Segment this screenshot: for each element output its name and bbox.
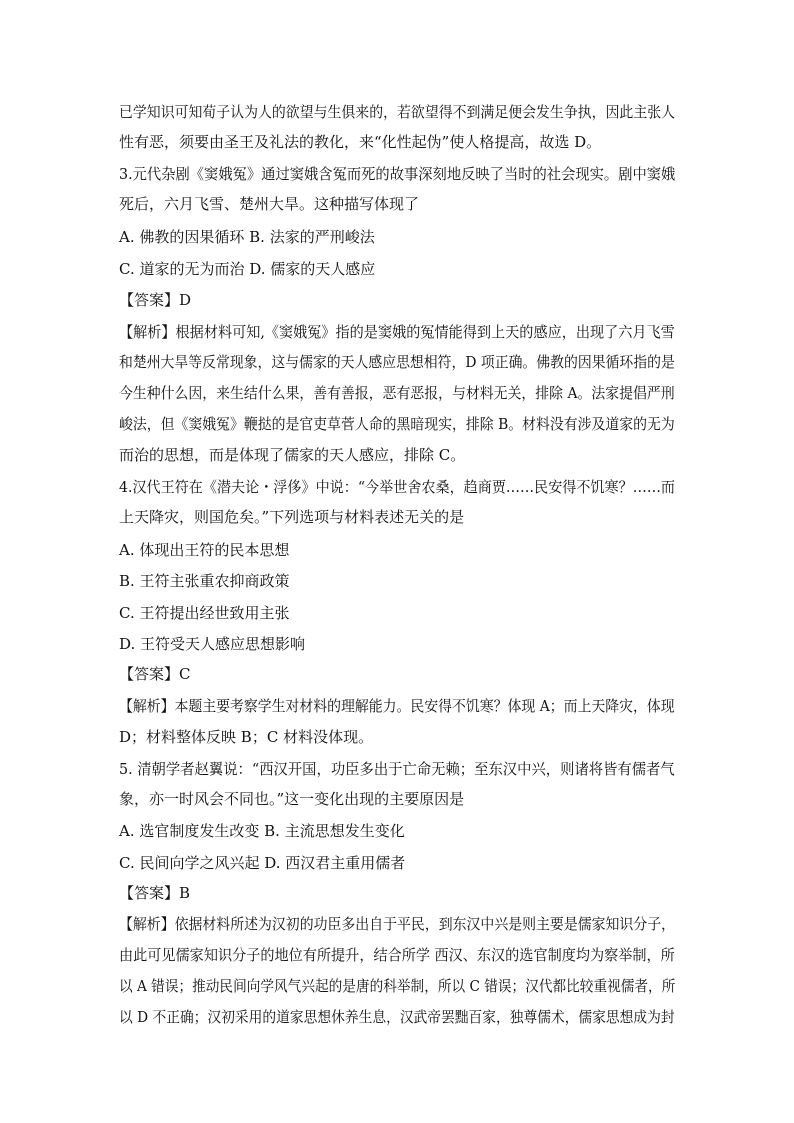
q3-analysis-line-2: 和楚州大旱等反常现象，这与儒家的天人感应思想相符，D 项正确。佛教的因果循环指的是 [119, 353, 675, 371]
q3-options-row-1: A. 佛教的因果循环 B. 法家的严刑峻法 [119, 228, 375, 246]
continuation-line-2: 性有恶，须要由圣王及礼法的教化，来“化性起伪”使人格提高，故选 D。 [119, 133, 602, 151]
q4-option-a: A. 体现出王符的民本思想 [119, 541, 290, 559]
continuation-line-1: 已学知识可知荀子认为人的欲望与生俱来的，若欲望得不到满足便会发生争执，因此主张人 [119, 103, 676, 121]
q3-options-row-2: C. 道家的无为而治 D. 儒家的天人感应 [119, 260, 376, 278]
q5-answer: 【答案】B [119, 884, 191, 902]
q4-stem-line-1: 4.汉代王符在《潜夫论・浮侈》中说：“今举世舍农桑，趋商贾……民安得不饥寒？……而 [119, 478, 675, 496]
q3-stem-line-1: 3.元代杂剧《窦娥冤》通过窦娥含冤而死的故事深刻地反映了当时的社会现实。剧中窦娥 [119, 165, 676, 183]
q5-options-row-2: C. 民间向学之风兴起 D. 西汉君主重用儒者 [119, 854, 406, 872]
q4-analysis-line-1: 【解析】本题主要考察学生对材料的理解能力。民安得不饥寒？体现 A；而上天降灾，体现 [119, 697, 675, 715]
q5-analysis-line-4: 以 D 不正确；汉初采用的道家思想休养生息，汉武帝罢黜百家，独尊儒术，儒家思想成为封 [119, 1008, 675, 1026]
q4-option-d: D. 王符受天人感应思想影响 [119, 635, 306, 653]
q5-analysis-line-1: 【解析】依据材料所述为汉初的功臣多出自于平民，到东汉中兴是则主要是儒家知识分子， [119, 915, 676, 933]
q4-option-b: B. 王符主张重农抑商政策 [119, 572, 290, 590]
q5-analysis-line-2: 由此可见儒家知识分子的地位有所提升，结合所学 西汉、东汉的选官制度均为察举制，所 [119, 946, 675, 964]
q4-analysis-line-2: D；材料整体反映 B；C 材料没体现。 [119, 728, 374, 746]
q3-stem-line-2: 死后，六月飞雪、楚州大旱。这种描写体现了 [119, 195, 420, 213]
q3-analysis-line-4: 峻法，但《窦娥冤》鞭挞的是官吏草菅人命的黑暗现实，排除 B。材料没有涉及道家的无为 [119, 415, 675, 433]
q5-analysis-line-3: 以 A 错误；推动民间向学风气兴起的是唐的科举制，所以 C 错误；汉代都比较重视儒者，所 [119, 977, 676, 995]
q3-analysis-line-1: 【解析】根据材料可知,《窦娥冤》指的是窦娥的冤情能得到上天的感应，出现了六月飞雪 [119, 323, 675, 341]
q4-stem-line-2: 上天降灾，则国危矣。”下列选项与材料表述无关的是 [119, 508, 465, 526]
q3-answer: 【答案】D [119, 291, 192, 309]
q5-stem-line-2: 象，亦一时风会不同也。”这一变化出现的主要原因是 [119, 790, 465, 808]
q4-answer: 【答案】C [119, 665, 191, 683]
q5-stem-line-1: 5. 清朝学者赵翼说：“西汉开国，功臣多出于亡命无赖；至东汉中兴，则诸将皆有儒者气 [119, 760, 675, 778]
q5-options-row-1: A. 选官制度发生改变 B. 主流思想发生变化 [119, 822, 405, 840]
q3-analysis-line-5: 而治的思想，而是体现了儒家的天人感应，排除 C。 [119, 446, 466, 464]
q3-analysis-line-3: 今生种什么因，来生结什么果，善有善报，恶有恶报，与材料无关，排除 A。法家提倡严刑 [119, 384, 675, 402]
q4-option-c: C. 王符提出经世致用主张 [119, 604, 290, 622]
